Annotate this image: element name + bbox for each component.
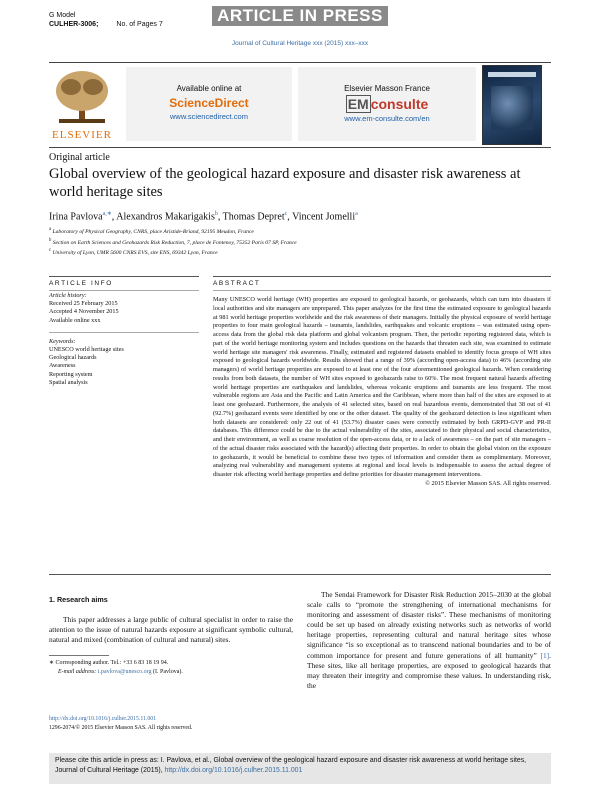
em-consulte-box — [298, 67, 476, 141]
abstract-body — [213, 296, 551, 489]
journal-cover-image — [482, 65, 542, 145]
citation-text: Please cite this article in press as: I. Pavlova, et al., Global overview of the geological hazard exposure and disaster risk awareness at world heritage sites, Journal of Cultural Heritage (2015), — [55, 757, 527, 774]
author[interactable]: Alexandros Makarigakis — [116, 211, 215, 223]
article-type: Original article — [49, 152, 110, 163]
divider — [49, 332, 199, 333]
publisher-banner — [49, 62, 551, 148]
author-sup[interactable]: b — [214, 211, 218, 217]
abstract-text: Many UNESCO world heritage (WH) properties are exposed to geological hazards, or geohazards, which can turn into disasters if local authorities and site managers are unprepared. This paper analyzes for the first time the estimated exposure to geological hazards at 981 world heritage properties worldwide and the risk awareness of their managers. Initially the physical exposure of world heritage properties to four main geological hazards – tsunamis, landslides, earthquakes and volcanic eruptions – was estimated using open-access data from the global risk data platform and global volcanism program. Then, the periodic reporting registered data, which is part of the world heritage monitoring system and includes questions on the hazards that threaten each site, was examined to estimate world heritage site managers' risk awareness. Finally, estimated and registered datasets enabled to identify focus groups of WH sites exposed to geological hazards worldwide. Results showed that a range of 39% (according open-access data) to 46% (according site managers) of world heritage properties are exposed to at least one of the four aforementioned geological hazards. When considering results from both datasets, the number of WH sites exposed to geohazards raise to 60%. The most frequent natural hazards affecting world heritage properties are earthquakes and landslides, whereas volcanic eruptions and tsunamis are less frequent. The most vulnerable regions are Asia and the Pacific and Latin America and the Caribbean, where more than half of the sites are exposed to at least one geohazard. Furthermore, the analysis of 41 selected sites, based on real hazardous events, demonstrated that 38 out of 41 (92.7%) geohazard events were identified by one or the other dataset. The quality of the geohazard detection is less significant when both datasets are considered: only 22 out of 41 (53.7%) disaster cases were correctly estimated by both GRPD-GVP and PR-II databases. This difference could be due to the actual vulnerability of the sites, associated to their physical and social characteristics, and their environment, as well as coarse resolution of the open-access data, or to a lack of awareness – on the part of site managers – of the actual disaster risks associated with the hazard(s) affecting their properties. In order to obtain the global vision on the exposure to geohazards, it would be beneficial to combine these two types of information and consider them as complimentary. Moreover, analyzing real vulnerability and management systems at regional and local levels is indispensable to assess the actual degree of disaster risk affecting world heritage properties and define priorities for disaster management interventions. — [213, 296, 551, 478]
abstract-heading: ABSTRACT — [213, 280, 261, 287]
received-date: Received 25 February 2015 — [49, 300, 118, 308]
keyword: Geological hazards — [49, 354, 97, 362]
g-model: G Model — [49, 12, 76, 19]
footer — [49, 715, 349, 732]
accepted-date: Accepted 4 November 2015 — [49, 308, 119, 316]
author-list: Irina Pavlova$^{a,∗}$, Alexandros Makarigakis$^b$, Thomas Depret$^c$, Vincent Jomelli$^a$ — [49, 211, 358, 223]
header-meta — [49, 11, 163, 29]
tree-icon — [49, 67, 115, 127]
divider — [213, 276, 551, 277]
keyword: Spatial analysis — [49, 378, 88, 386]
sciencedirect-logo: ScienceDirect — [169, 96, 249, 110]
sciencedirect-box — [126, 67, 292, 141]
paragraph: This paper addresses a large public of cultural specialist in order to raise the attention to the issue of natural hazards exposure at significant symbolic cultural, natural and mixed (combination of cultural and natural) sites. — [49, 615, 293, 645]
keyword: Reporting system — [49, 370, 93, 378]
paragraph: The Sendai Framework for Disaster Risk Reduction 2015–2030 at the global scale calls to “promote the strengthening of international mechanisms for monitoring and assessment of disaster risks”. These mechanisms of monitoring could be set up based on already existing networks such as networks of world heritage properties, representing cultural and natural heritage sites whose significance “is so exceptional as to transcend national boundaries and to be of common importance for present and future generations of all humanity” [1]. These sites, like all heritage properties, are exposed to geological hazards that may threaten their integrity and compromise these values. In understanding risk, the — [307, 590, 551, 690]
article-in-press-banner: ARTICLE IN PRESS — [212, 6, 388, 26]
email-link[interactable]: i.pavlova@unesco.org — [97, 669, 152, 675]
citation-doi-link[interactable]: http://dx.doi.org/10.1016/j.culher.2015.11.001 — [164, 767, 303, 774]
divider — [49, 655, 109, 656]
article-info-heading: ARTICLE INFO — [49, 280, 113, 287]
author[interactable]: Irina Pavlova — [49, 211, 103, 223]
author-sup[interactable]: c — [284, 211, 288, 217]
affiliations — [49, 226, 549, 258]
history-label: Article history: — [49, 292, 87, 299]
author-sup[interactable]: a — [355, 211, 358, 217]
article-info-panel — [49, 292, 199, 387]
divider — [49, 276, 199, 277]
copyright: © 2015 Elsevier Masson SAS. All rights reserved. — [425, 479, 551, 487]
article-title: Global overview of the geological hazard exposure and disaster risk awareness at world heritage sites — [49, 166, 521, 200]
page-count: No. of Pages 7 — [116, 21, 163, 28]
body-right-column — [307, 590, 551, 691]
journal-reference-link[interactable]: Journal of Cultural Heritage xxx (2015) xxx–xxx — [231, 40, 369, 47]
affiliation: $^b$ Section on Earth Sciences and Geohazards Risk Reduction, 7, place de Fontenoy, 75352 Paris 07 SP, France — [49, 237, 297, 246]
doi-link[interactable]: http://dx.doi.org/10.1016/j.culher.2015.11.001 — [49, 716, 157, 722]
affiliation: $^c$ University of Lyon, UMR 5600 CNRS EVS, site ENS, 69342 Lyon, France — [49, 248, 218, 257]
elsevier-tree-logo — [49, 67, 115, 141]
corresponding-author: ∗ Corresponding author. Tel.: +33 6 83 18 19 94. — [49, 660, 169, 666]
author[interactable]: Vincent Jomelli — [292, 211, 356, 223]
author-sup[interactable]: a,∗ — [102, 211, 112, 217]
sciencedirect-link[interactable]: www.sciencedirect.com — [170, 112, 248, 121]
footnote: ∗ Corresponding author. Tel.: +33 6 83 18 19 94. E-mail address: i.pavlova@unesco.org (I. Pavlova). — [49, 659, 293, 677]
divider — [213, 290, 551, 291]
citation-box — [49, 753, 551, 784]
divider — [49, 574, 551, 575]
section-heading: 1. Research aims — [49, 595, 108, 604]
elsevier-wordmark: ELSEVIER — [52, 129, 112, 141]
keyword: Awareness — [49, 362, 76, 370]
reference-link[interactable]: [1] — [540, 650, 550, 660]
affiliation: $^a$ Laboratory of Physical Geography, CNRS, place Aristide-Briand, 92195 Meudon, France — [49, 227, 254, 235]
keywords-label: Keywords: — [49, 337, 76, 345]
article-code: CULHER-3006; — [49, 21, 99, 28]
em-consulte-logo: EM consulte — [347, 96, 429, 112]
em-publisher-label: Elsevier Masson France — [344, 84, 430, 93]
author[interactable]: Thomas Depret — [222, 211, 285, 223]
body-left-column — [49, 595, 293, 645]
divider — [49, 290, 199, 291]
issn-line: 1296-2074/© 2015 Elsevier Masson SAS. All rights reserved. — [49, 724, 193, 731]
em-consulte-link[interactable]: www.em-consulte.com/en — [344, 114, 430, 123]
online-date: Available online xxx — [49, 316, 101, 324]
keyword: UNESCO world heritage sites — [49, 346, 124, 354]
sd-available-label: Available online at — [176, 84, 242, 93]
